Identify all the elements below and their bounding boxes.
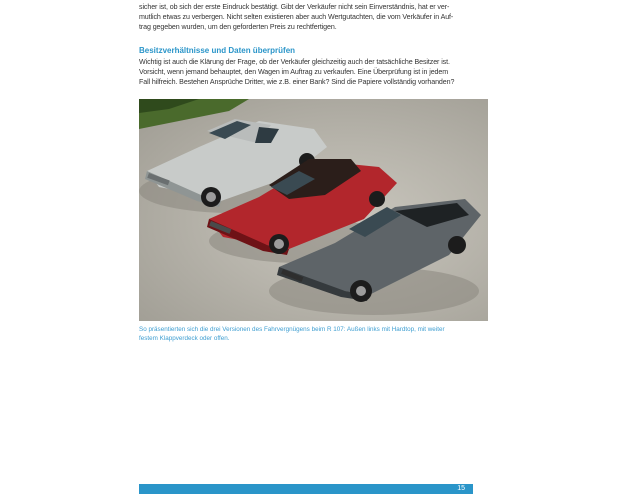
footer-bar xyxy=(139,484,473,494)
caption-line: festem Klappverdeck oder offen. xyxy=(139,334,230,342)
intro-line: sicher ist, ob sich der erste Eindruck bestätigt. Gibt der Verkäufer nicht sein Einverständnis, hat er ver- xyxy=(139,3,450,11)
section-heading: Besitzverhältnisse und Daten überprüfen xyxy=(139,46,296,55)
section-line: Vorsicht, wenn jemand behauptet, den Wagen im Auftrag zu verkaufen. Eine Überprüfung ist in jedem xyxy=(139,68,449,77)
intro-line: mutlich etwas zu verbergen. Nicht selten existieren aber auch Wertgutachten, die vom Verkäufer in Auf- xyxy=(139,13,454,22)
page-number: 15 xyxy=(457,485,465,492)
intro-line: trag gegeben wurden, um den geforderten Preis zu rechtfertigen. xyxy=(139,23,337,32)
caption-line: So präsentierten sich die drei Versionen des Fahrvergnügens beim R 107: Außen links mit Hardtop, mit weiter xyxy=(139,326,445,333)
three-convertibles-photo xyxy=(139,99,488,321)
section-line: Fall hilfreich. Bestehen Ansprüche Dritter, wie z.B. einer Bank? Sind die Papiere vollständig vorhanden? xyxy=(139,78,455,87)
section-paragraph xyxy=(139,57,473,88)
intro-paragraph xyxy=(139,2,473,33)
section-line: Wichtig ist auch die Klärung der Frage, ob der Verkäufer gleichzeitig auch der tatsächliche Besitzer ist. xyxy=(139,58,450,66)
photo-caption xyxy=(139,326,479,343)
